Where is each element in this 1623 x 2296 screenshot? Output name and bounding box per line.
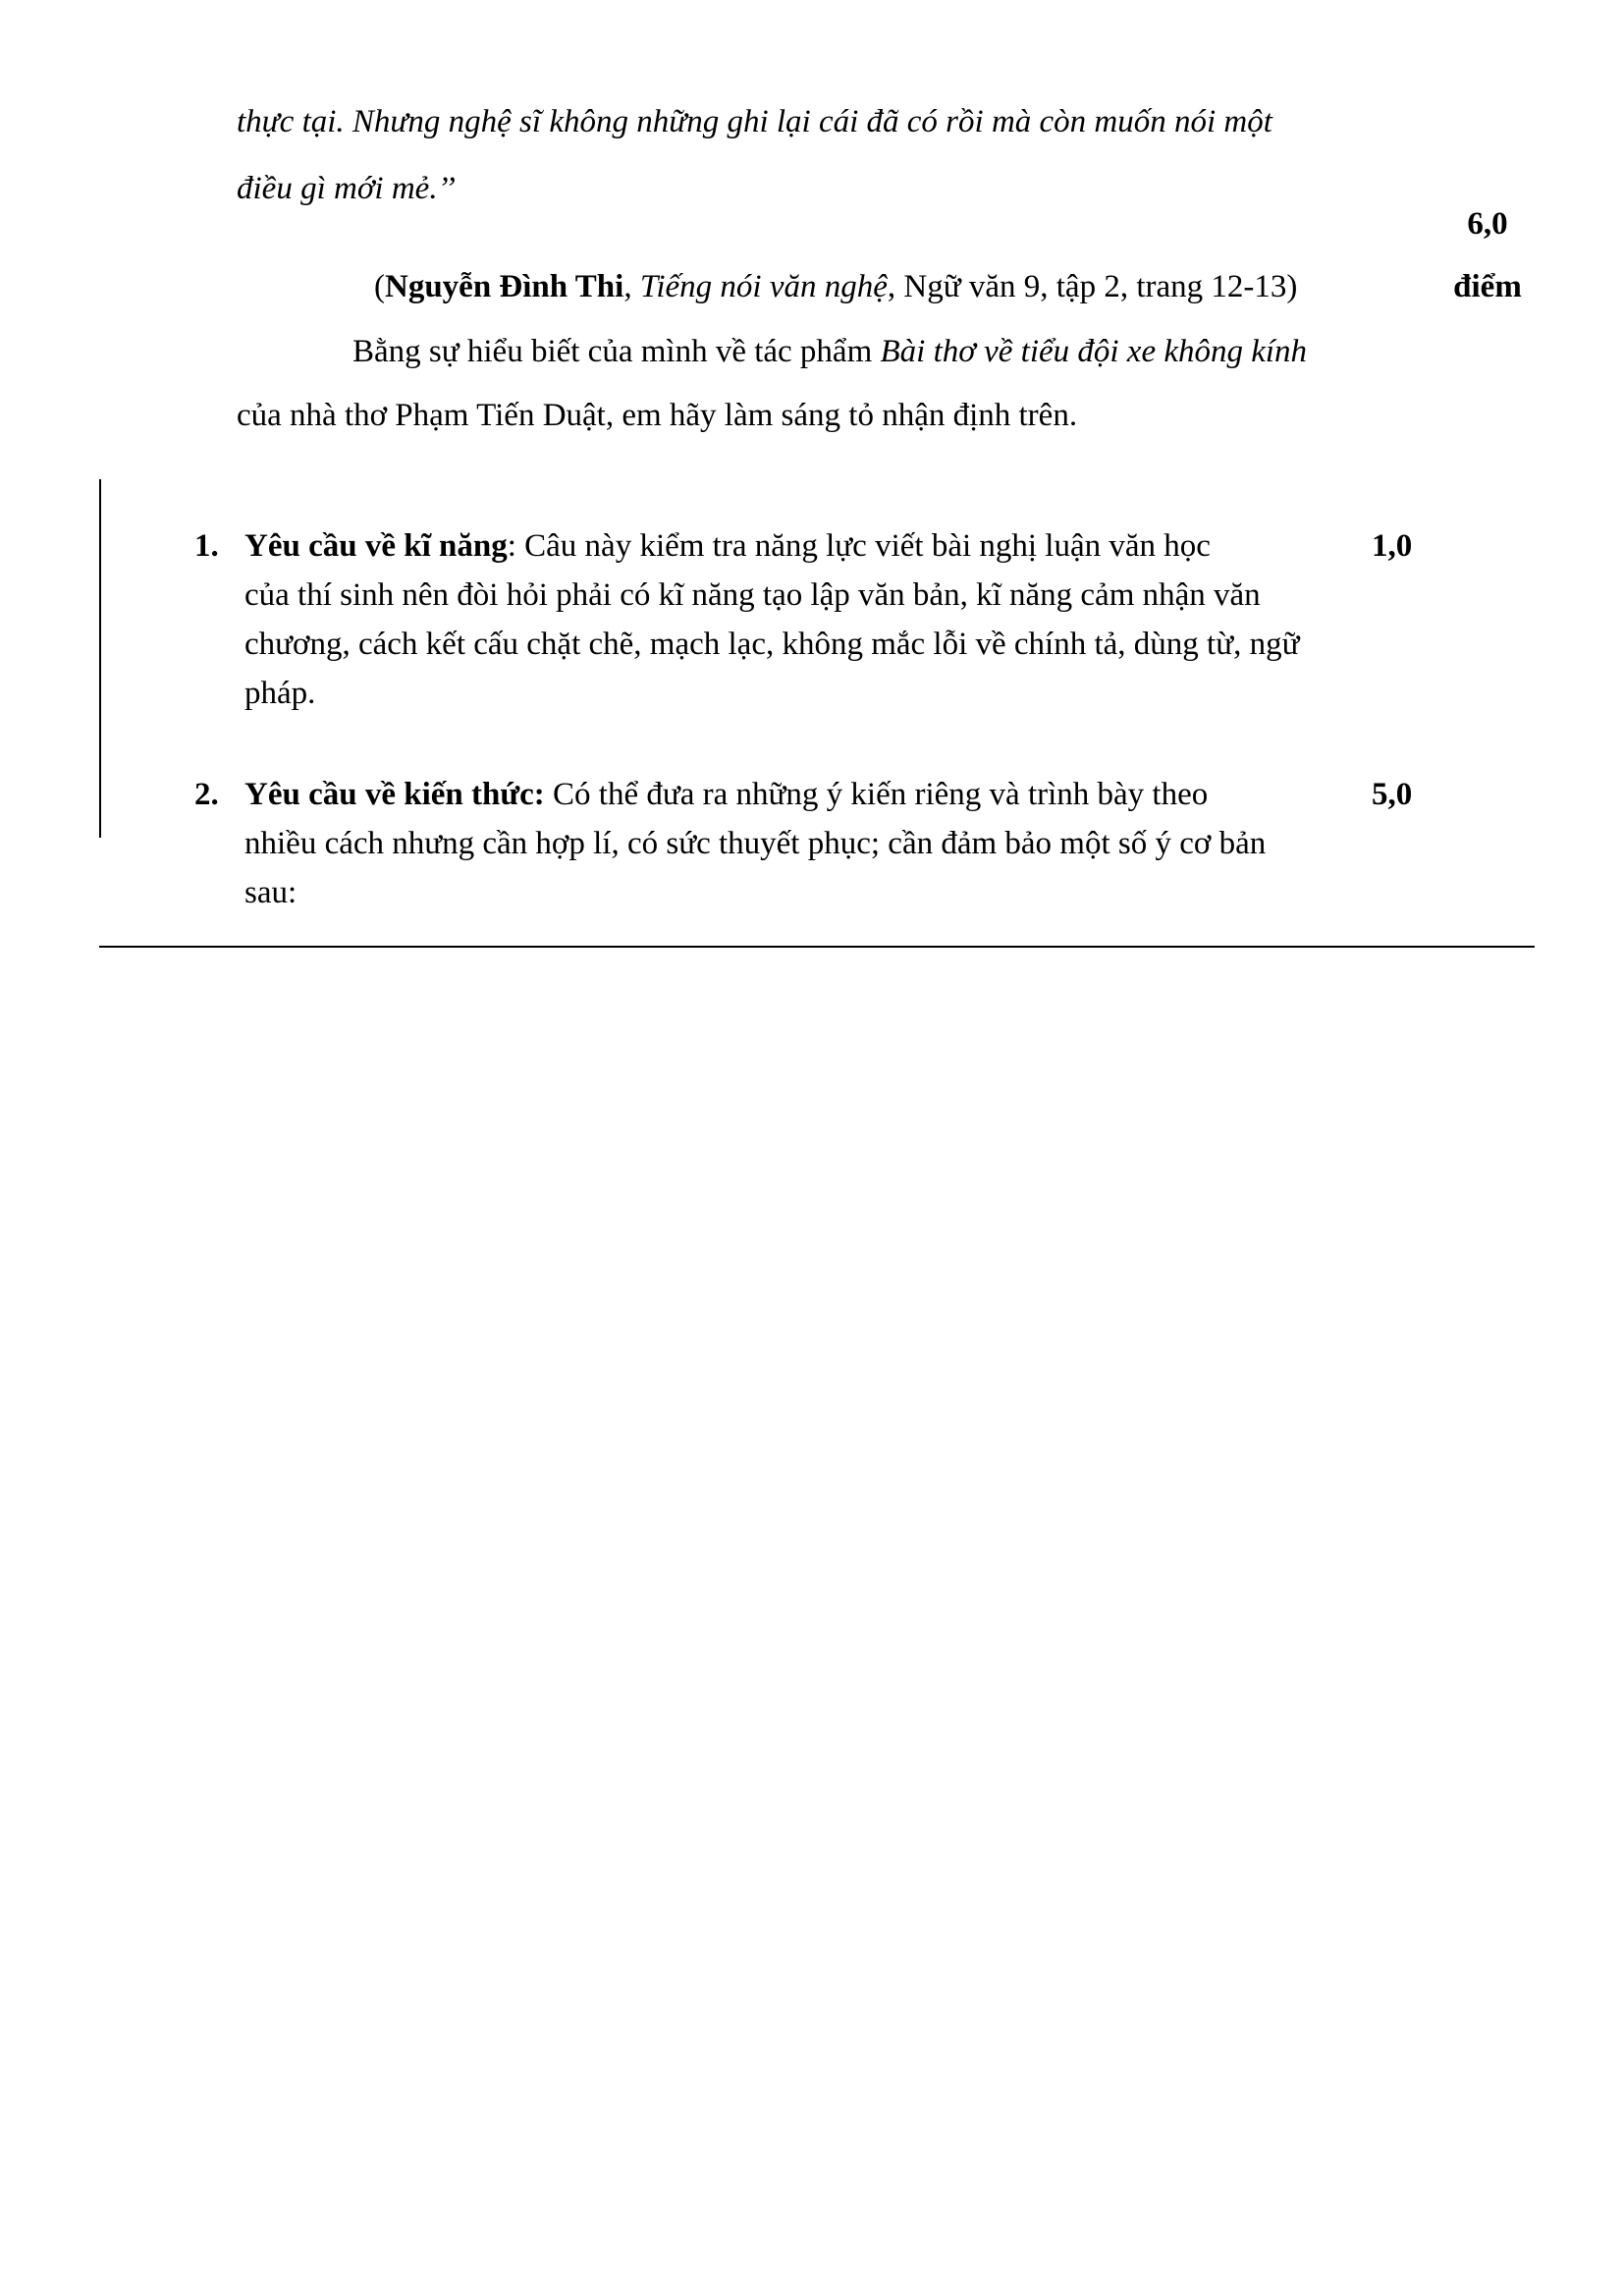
score-total-unit: điểm [1453,269,1522,304]
prompt-poem-title: Bài thơ về tiểu đội xe không kính [880,334,1308,369]
requirement-1-line-2: của thí sinh nên đòi hỏi phải có kĩ năng tạo lập văn bản, kĩ năng cảm nhận văn [244,577,1261,613]
citation-work: Tiếng nói văn nghệ [639,269,888,304]
requirement-1-score: 1,0 [1372,528,1413,564]
score-total-value: 6,0 [1467,206,1508,242]
requirement-1-line-4: pháp. [244,676,316,711]
left-vertical-rule [99,479,101,838]
quote-line-2: điều gì mới mẻ.’’ [237,171,456,206]
citation-sep: , [623,269,640,304]
prompt-line-1 [352,332,1307,371]
quote-line-1: thực tại. Nhưng nghệ sĩ không những ghi lại cái đã có rồi mà còn muốn nói một [237,104,1272,139]
requirement-1-line-3: chương, cách kết cấu chặt chẽ, mạch lạc, không mắc lỗi về chính tả, dùng từ, ngữ [244,627,1300,662]
requirement-2-line-3: sau: [244,875,298,910]
requirement-1-number: 1. [194,528,219,564]
requirement-1-heading: Yêu cầu về kĩ năng [244,528,508,564]
horizontal-rule [99,946,1535,948]
requirement-2-line-1-text: Có thể đưa ra những ý kiến riêng và trình bày theo [553,777,1209,812]
requirement-2-line-1 [244,770,1266,819]
citation-rest: , Ngữ văn 9, tập 2, trang 12-13) [887,269,1298,304]
requirement-2-score: 5,0 [1372,777,1413,812]
requirement-2-heading-sep [545,777,553,812]
requirement-2-line-2: nhiều cách nhưng cần hợp lí, có sức thuyết phục; cần đảm bảo một số ý cơ bản [244,826,1267,861]
requirement-1-line-1-text: Câu này kiểm tra năng lực viết bài nghị luận văn học [524,528,1211,564]
requirement-1 [194,521,1300,718]
requirement-1-line-1 [244,521,1299,571]
citation-author: Nguyễn Đình Thi [385,269,624,304]
requirement-2-number: 2. [194,777,219,812]
citation-open: ( [374,269,385,304]
prompt-line-2: của nhà thơ Phạm Tiến Duật, em hãy làm sáng tỏ nhận định trên. [237,398,1078,433]
requirement-1-heading-sep: : [507,528,525,564]
requirement-2-heading: Yêu cầu về kiến thức: [244,777,545,812]
requirement-2 [194,770,1267,917]
citation [374,267,1297,306]
prompt-line-1-text: Bằng sự hiểu biết của mình về tác phẩm [352,334,881,369]
